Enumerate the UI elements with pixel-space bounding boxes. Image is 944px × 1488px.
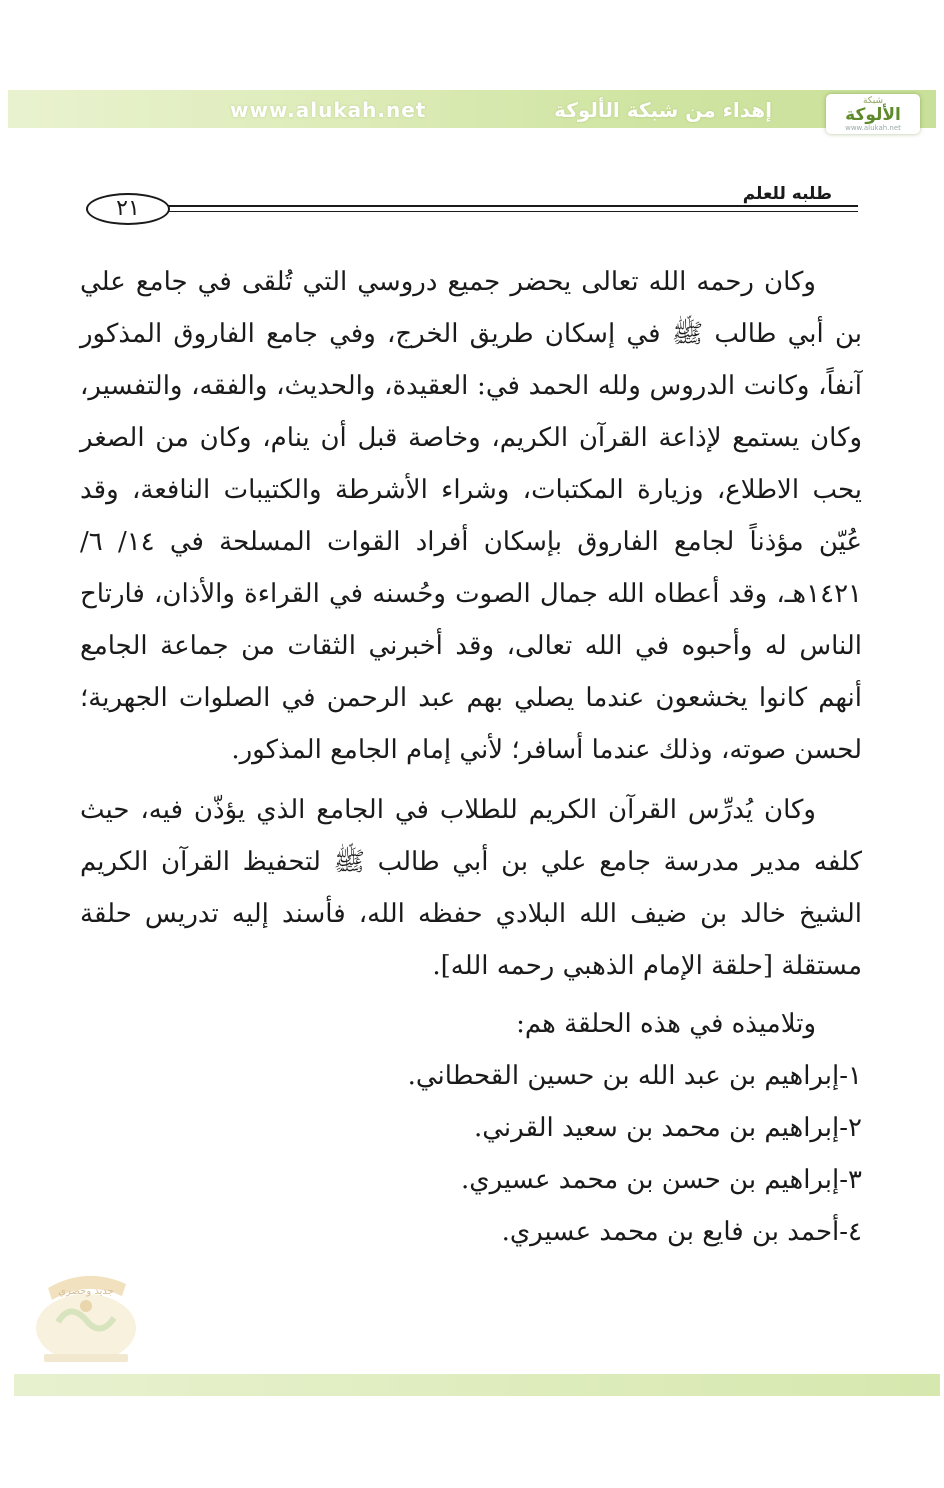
list-item: ٢-إبراهيم بن محمد بن سعيد القرني. (473, 1113, 862, 1143)
paragraph-1: وكان رحمه الله تعالى يحضر جميع دروسي التي تُلقى في جامع علي بن أبي طالب ﷺ في إسكان طريق الخرج، وفي جامع الفاروق المذكور آنفاً، وكانت الدروس ولله الحمد في: العقيدة، والحديث، والفقه، والتفسير، وكان يستمع لإذاعة القرآن الكريم، وخاصة قبل أن ينام، وكان من الصغر يحب الاطلاع، وزيارة المكتبات، وشراء الأشرطة والكتيبات النافعة، وقد عُيّن مؤذناً لجامع الفاروق بإسكان أفراد القوات المسلحة في ١٤/ ٦/ ١٤٢١هـ، وقد أعطاه الله جمال الصوت وحُسنه في القراءة والأذان، فارتاح الناس له وأحبوه في الله تعالى، وقد أخبرني الثقات من جماعة الجامع أنهم كانوا يخشعون عندما يصلي بهم عبد الرحمن في الصلوات الجهرية؛ لحسن صوته، وذلك عندما أسافر؛ لأني إمام الجامع المذكور. (80, 267, 863, 765)
list-item: ٣-إبراهيم بن حسن بن محمد عسيري. (461, 1165, 862, 1195)
logo-main-text: الألوكة (845, 105, 901, 125)
banner-url: www.alukah.net (230, 98, 427, 122)
paragraph-2: وكان يُدرِّس القرآن الكريم للطلاب في الجامع الذي يؤذّن فيه، حيث كلفه مدير مدرسة جامع علي بن أبي طالب ﷺ لتحفيظ القرآن الكريم الشيخ خالد بن ضيف الله البلادي حفظه الله، فأسند إليه تدريس حلقة مستقلة [حلقة الإمام الذهبي رحمه الله]. (80, 795, 862, 981)
logo-url-text: www.alukah.net (845, 124, 901, 132)
top-banner (8, 90, 936, 128)
footer-bar (14, 1374, 940, 1396)
header-rule (168, 205, 858, 207)
list-item: ١-إبراهيم بن عبد الله بن حسين القحطاني. (407, 1061, 862, 1091)
new-exclusive-stamp-icon (30, 1262, 142, 1366)
students-list (80, 1050, 862, 1258)
banner-gift-text: إهداء من شبكة الألوكة (554, 98, 772, 122)
page-number: ٢١ (86, 193, 170, 225)
header-rule-thin (168, 211, 858, 212)
logo-top-text: شبكة (862, 96, 884, 106)
students-intro: وتلاميذه في هذه الحلقة هم: (516, 1009, 816, 1039)
alukah-logo (826, 94, 920, 134)
page-body (80, 256, 862, 1258)
list-item: ٤-أحمد بن فايع بن محمد عسيري. (501, 1217, 862, 1247)
stamp-label: جديد وحصري (58, 1286, 114, 1297)
running-title: طلبه للعلم (742, 184, 832, 204)
